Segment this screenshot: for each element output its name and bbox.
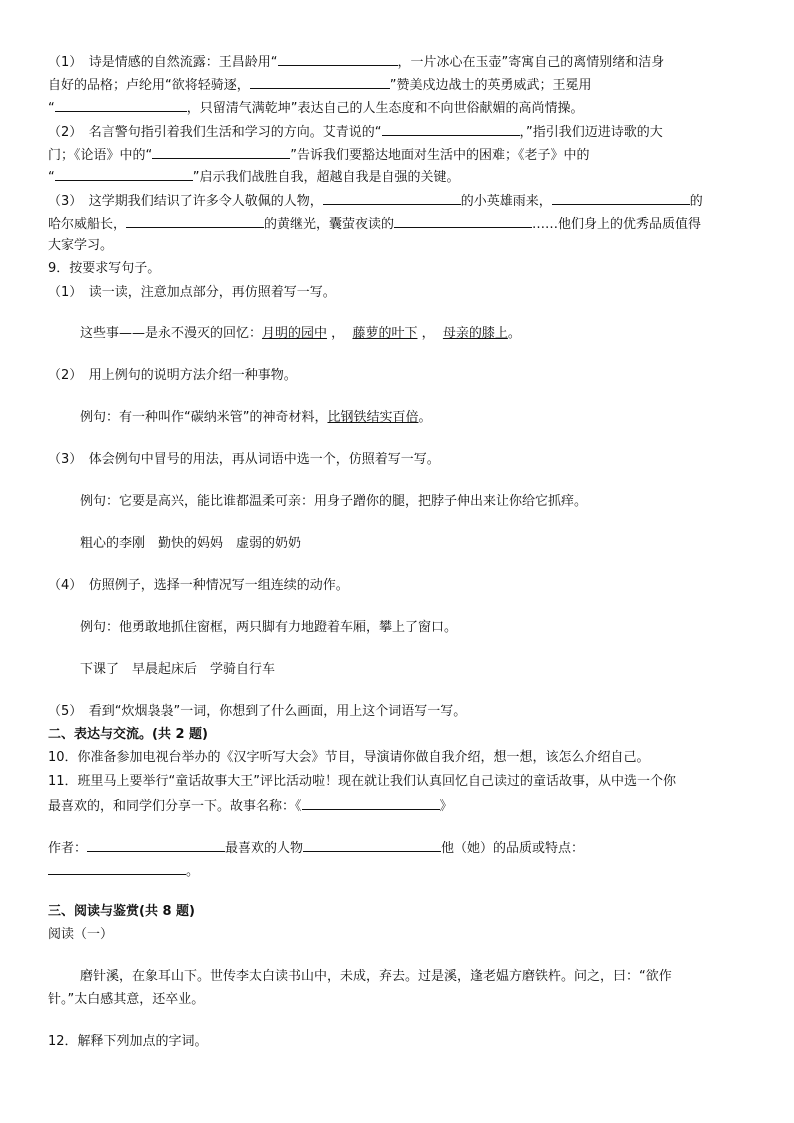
q8-2-line2 [48,145,754,165]
text: 门；《论语》中的“ [48,148,153,163]
text: 大家学习。 [48,238,114,253]
text: （2） 名言警句指引着我们生活和学习的方向。艾青说的“ [48,125,382,140]
text: 作者： [48,841,88,856]
q8-3-line3 [48,237,754,255]
underlined-phrase: 比钢铁结实百倍 [327,410,419,425]
text: 的 [689,194,703,209]
section-3-title: 三、阅读与鉴赏(共 8 题) [48,904,195,919]
text: ，”指引我们迈进诗歌的大 [519,125,663,140]
text: ……他们身上的优秀品质值得 [532,217,702,232]
q11-line3 [48,838,754,858]
reading-1-label: 阅读（一） [48,927,114,942]
dotted-phrase: 月明的园中 [262,326,328,341]
q8-2-line3 [48,167,754,187]
text: ”赞美戍边战士的英勇威武；王冕用 [389,78,592,93]
q9-2-example [80,409,754,427]
dotted-phrase: 藤萝的叶下 [352,326,418,341]
story-title-blank[interactable] [302,796,440,810]
text: 他（她）的品质或特点： [441,841,585,856]
fill-blank[interactable] [250,75,390,89]
q12: 12．解释下列加点的字词。 [48,1034,208,1049]
text: 例句：有一种叫作“碳纳米管”的神奇材料， [80,410,328,425]
author-blank[interactable] [87,838,225,852]
fill-blank[interactable] [382,122,520,136]
fill-blank[interactable] [152,145,290,159]
text: 最喜欢的，和同学们分享一下。故事名称：《 [48,799,302,814]
q8-1-line3 [48,98,754,118]
text: ，只留清气满乾坤”表达自己的人生态度和不向世俗献媚的高尚情操。 [186,101,584,116]
q9-title: 9．按要求写句子。 [48,261,161,276]
passage-line2: 针。”太白感其意，还卒业。 [48,992,205,1007]
trait-blank[interactable] [48,861,186,875]
q9-3-words: 粗心的李刚 勤快的妈妈 虚弱的奶奶 [80,536,302,551]
text: 哈尔威船长， [48,217,127,232]
fill-blank[interactable] [126,214,264,228]
q11-line2 [48,796,754,816]
text: 。 [418,410,432,425]
q8-3-line2 [48,214,754,234]
text: “ [48,170,55,185]
text: ， [331,326,345,341]
q9-2-label: （2） 用上例句的说明方法介绍一种事物。 [48,368,297,383]
fill-blank[interactable] [552,191,690,205]
q9-4-example: 例句：他勇敢地抓住窗框，两只脚有力地蹬着车厢，攀上了窗口。 [80,620,458,635]
q9-3-label: （3） 体会例句中冒号的用法，再从词语中选一个，仿照着写一写。 [48,452,440,467]
text: 的小英雄雨来， [460,194,552,209]
fill-blank[interactable] [278,52,398,66]
section-2-title: 二、表达与交流。(共 2 题) [48,727,208,742]
text: ”启示我们战胜自我，超越自我是自强的关键。 [192,170,460,185]
text: （3） 这学期我们结识了许多令人敬佩的人物， [48,194,323,209]
q8-3-line1 [48,191,754,211]
text: 自好的品格；卢纶用“欲将轻骑逐， [48,78,250,93]
text: 。 [507,326,521,341]
text: ”告诉我们要豁达地面对生活中的困难；《老子》中的 [290,148,590,163]
fill-blank[interactable] [323,191,461,205]
dotted-phrase: 母亲的膝上 [442,326,508,341]
character-blank[interactable] [303,838,441,852]
q8-1-line2 [48,75,754,95]
q10: 10．你准备参加电视台举办的《汉字听写大会》节目，导演请你做自我介绍，想一想，该怎么介绍自己。 [48,750,650,765]
text: 。 [186,864,200,879]
text: （1） 诗是情感的自然流露：王昌龄用“ [48,55,278,70]
fill-blank[interactable] [55,98,187,112]
q9-1-label: （1） 读一读，注意加点部分，再仿照着写一写。 [48,285,336,300]
text: ，一片冰心在玉壶”寄寓自己的离情别绪和洁身 [397,55,665,70]
q11-line4 [48,861,754,881]
text: 的黄继光，囊萤夜读的 [264,217,395,232]
q8-1-line1 [48,52,754,72]
text: ， [421,326,435,341]
q9-4-words: 下课了 早晨起床后 学骑自行车 [80,662,276,677]
fill-blank[interactable] [55,167,193,181]
text: “ [48,101,55,116]
passage-line1: 磨针溪，在象耳山下。世传李太白读书山中，未成，弃去。过是溪，逢老媪方磨铁杵。问之，曰：“欲作 [80,969,672,984]
q9-1-example [80,325,754,343]
text: 最喜欢的人物 [225,841,304,856]
text: 》 [439,799,453,814]
q8-2-line1 [48,122,754,142]
q9-5-label: （5） 看到“炊烟袅袅”一词，你想到了什么画面，用上这个词语写一写。 [48,704,467,719]
q9-4-label: （4） 仿照例子，选择一种情况写一组连续的动作。 [48,578,349,593]
q11-line1: 11．班里马上要举行“童话故事大王”评比活动啦！现在就让我们认真回忆自己读过的童话故事，从中选一个你 [48,774,677,789]
fill-blank[interactable] [394,214,532,228]
text: 这些事——是永不漫灭的回忆： [80,326,263,341]
q9-3-example: 例句：它要是高兴，能比谁都温柔可亲：用身子蹭你的腿，把脖子伸出来让你给它抓痒。 [80,494,588,509]
